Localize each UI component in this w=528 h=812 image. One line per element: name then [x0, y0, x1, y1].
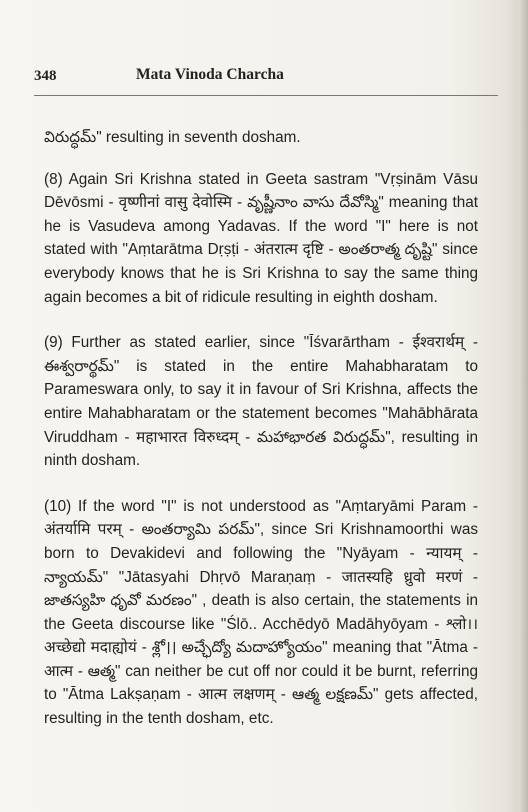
- page-header: [34, 68, 504, 88]
- paragraph-8: (8) Again Sri Krishna stated in Geeta sastram "Vṛṣinām Vāsu Dēvōsmi - वृष्णीनां वासु देवोस्मि - వృష్ణీనాం వాసు దేవోస్మి" meaning that he is Vasudeva among Yadavas. If the word "I" here is not stated with "Aṃtarātma Dṛṣṭi - अंतरात्म दृष्टि - అంతరాత్మ దృష్టి" since everybody knows that he is Sri Krishna to say the same thing again becomes a bit of ridicule resulting in eighth dosham.: [44, 170, 478, 306]
- page-edge-shadow: [518, 0, 528, 812]
- header-rule: [34, 95, 498, 96]
- paragraph-continuation: విరుద్ధమ్" resulting in seventh dosham.: [44, 129, 301, 146]
- running-title: Mata Vinoda Charcha: [136, 66, 284, 83]
- page-body: [44, 126, 478, 753]
- paragraph-9: (9) Further as stated earlier, since "Īśvarārtham - ईश्वरार्थम् - ఈశ్వరార్థమ్" is stated in the entire Mahabharatam to Parameswara only, to say it in favour of Sri Krishna, affects the entire Mahabharatam or the statement becomes "Mahābhārata Viruddham - महाभारत विरुध्दम् - మహాభారత విరుద్ధమ్", resulting in ninth dosham.: [44, 334, 478, 470]
- paragraph-10: (10) If the word "I" is not understood as "Aṃtaryāmi Param - अंतर्यामि परम् - అంతర్యామి పరమ్", since Sri Krishnamoorthi was born to Devakidevi and following the "Nyāyam - न्यायम् - న్యాయమ్" "Jātasyahi Dhṛvō Maraṇaṃ - जातस्यहि ध्रुवो मरणं - జాతస్యహి ధృవో మరణం" , death is also certain, the statements in the Geeta discourse like "Ślō.. Acchēdyō Madāhyōyam - श्लो।। अच्छेद्यो मदाह्योयं - శ్లో।। అచ్ఛేద్యో మదాహ్యోయం" meaning that "Ātma - आत्म - ఆత్మ" can neither be cut off nor could it be burnt, referring to "Ātma Lakṣaṇam - आत्म लक्षणम् - ఆత్మ లక్షణమ్" gets affected, resulting in the tenth dosham, etc.: [44, 497, 478, 728]
- page-number: 348: [34, 68, 57, 84]
